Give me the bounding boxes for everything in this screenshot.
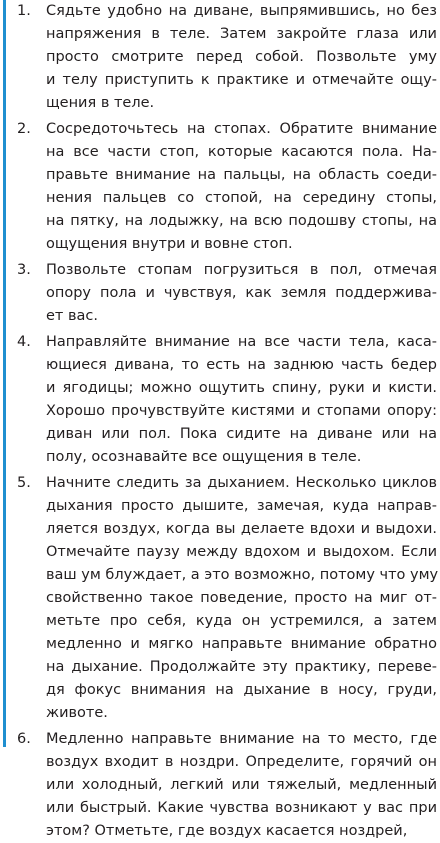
- item-text-line: опору пола и чувствуя, как земля поддерживa-: [46, 285, 437, 301]
- item-text-line: просто смотрите перед собой. Позвольте уму: [46, 49, 437, 65]
- item-text-line: воздух входит в ноздри. Определите, горячий он: [46, 754, 437, 770]
- item-text-line: Сядьте удобно на диване, выпрямившись, но без: [46, 3, 437, 19]
- list-item: [0, 728, 440, 843]
- item-number: 1.: [17, 3, 31, 19]
- item-text-line: дя фокус внимания на дыхание в носу, груди,: [46, 682, 437, 698]
- item-text-line: диван или пол. Пока сидите на диване или на: [46, 426, 437, 442]
- item-text-line: Направляйте внимание на все части тела, каса-: [46, 334, 437, 350]
- item-text-line: щения в теле.: [46, 95, 155, 111]
- item-text-line: и ягодицы; можно ощутить спину, руки и кисти.: [46, 380, 437, 396]
- item-number: 3.: [17, 262, 31, 278]
- item-number: 2.: [17, 121, 31, 137]
- item-text-line: или холодный, легкий или тяжелый, медленный: [46, 777, 437, 793]
- item-text-line: правьте внимание на пальцы, на область соеди-: [46, 167, 437, 183]
- item-text-line: Хорошо прочувствуйте кистями и стопами опору:: [46, 403, 437, 419]
- item-text-line: на пятку, на лодыжку, на всю подошву стопы, на: [46, 213, 437, 229]
- item-text-line: Отмечайте паузу между вдохом и выдохом. Если: [46, 544, 437, 560]
- list-item: [0, 259, 440, 328]
- item-text-line: нения пальцев со стопой, на середину стопы,: [46, 190, 437, 206]
- list-item: [0, 472, 440, 725]
- item-text-line: Начните следить за дыханием. Несколько циклов: [46, 475, 437, 491]
- item-text-line: этом? Отметьте, где воздух касается ноздрей,: [46, 823, 408, 839]
- item-text-line: на дыхание. Продолжайте эту практику, переве-: [46, 659, 437, 675]
- item-text-line: или быстрый. Какие чувства возникают у вас при: [46, 800, 437, 816]
- item-number: 6.: [17, 731, 31, 747]
- item-number: 5.: [17, 475, 31, 491]
- item-text-line: дыхания просто дышите, замечая, куда направ-: [46, 498, 437, 514]
- item-text-line: Сосредоточьтесь на стопах. Обратите внимание: [46, 121, 437, 137]
- list-item: [0, 0, 440, 115]
- item-number: 4.: [17, 334, 31, 350]
- item-text-line: ляется воздух, когда вы делаете вдохи и выдохи.: [46, 521, 437, 537]
- list-item: [0, 118, 440, 256]
- item-text-line: ющиеся дивана, то есть на заднюю часть бедер: [46, 357, 437, 373]
- item-text-line: метьте про себя, куда он устремился, а затем: [46, 613, 437, 629]
- item-text-line: животе.: [46, 705, 108, 721]
- item-text-line: ваш ум блуждает, а это возможно, потому что уму: [46, 567, 439, 583]
- item-text-line: напряжения в теле. Затем закройте глаза или: [46, 26, 437, 42]
- item-text-line: полу, осознавайте все ощущения в теле.: [46, 449, 362, 465]
- list-item: [0, 331, 440, 469]
- item-text-line: и телу приступить к практике и отмечайте ощу-: [46, 72, 437, 88]
- item-text-line: ощущения внутри и вовне стоп.: [46, 236, 293, 252]
- item-text-line: медленно и мягко направьте внимание обратно: [46, 636, 437, 652]
- item-text-line: Медленно направьте внимание на то место, где: [46, 731, 437, 747]
- item-text-line: на все части стоп, которые касаются пола. На-: [46, 144, 437, 160]
- item-text-line: свойственно такое поведение, просто на миг от-: [46, 590, 437, 606]
- item-text-line: ет вас.: [46, 308, 98, 324]
- item-text-line: Позвольте стопам погрузиться в пол, отмечая: [46, 262, 437, 278]
